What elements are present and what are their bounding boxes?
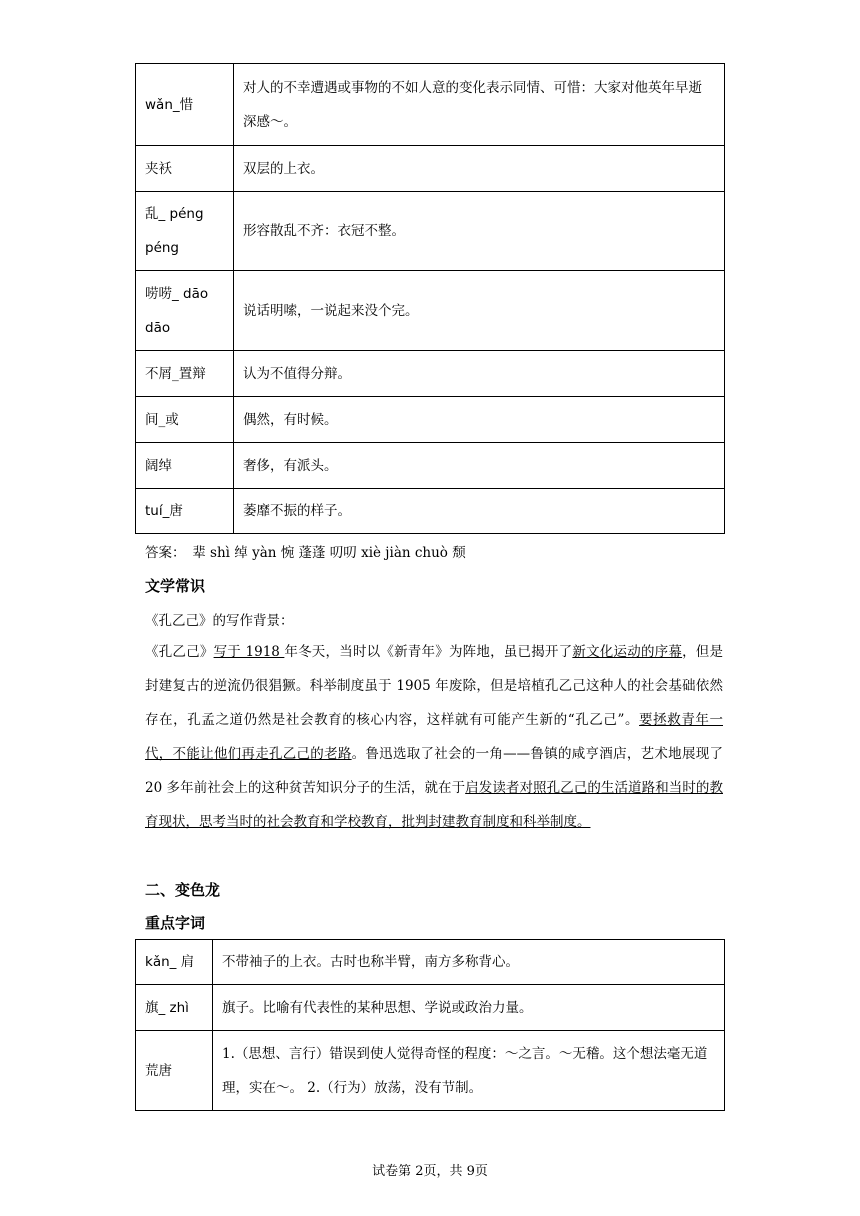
background-paragraph	[145, 635, 723, 839]
table-row	[136, 940, 725, 985]
table-row	[136, 397, 725, 443]
definition-cell: 奢侈，有派头。	[234, 443, 725, 489]
term-cell: 阔绰	[136, 443, 234, 489]
definition-cell: 形容散乱不齐：衣冠不整。	[234, 192, 725, 271]
section-heading-chameleon: 二、变色龙	[145, 881, 221, 899]
definition-cell: 说话明嗦，一说起来没个完。	[234, 271, 725, 351]
term-cell: 乱_ péng péng	[136, 192, 234, 271]
definition-cell: 萎靡不振的样子。	[234, 489, 725, 534]
underlined-segment: 要拯救青年一代，不能让他们再走孔乙己的老路	[145, 712, 723, 762]
text-segment: 。鲁迅选取了社会的一角——鲁镇的咸亨酒店，艺术地展现了 20 多年前社会上的这种贫苦知识分子的生活，就在于	[145, 746, 723, 796]
background-title: 《孔乙己》的写作背景：	[145, 613, 294, 629]
answer-line: 答案： 辈 shì 绰 yàn 惋 蓬蓬 叨叨 xiè jiàn chuò 颓	[145, 545, 466, 561]
term-cell: 荒唐	[136, 1031, 213, 1111]
text-segment: ，但是封建复古的逆流仍很猖獗。科举制度虽于 1905 年废除，但是培植孔乙己这种人的社会基础依然存在，孔孟之道仍然是社会教育的核心内容，这样就有可能产生新的“孔乙己”。	[145, 644, 724, 728]
definition-cell: 旗子。比喻有代表性的某种思想、学说或政治力量。	[213, 985, 725, 1031]
table-row	[136, 192, 725, 271]
table-row	[136, 985, 725, 1031]
text-segment: 《孔乙己》	[145, 644, 214, 660]
underlined-segment: 启发读者对照孔乙己的生活道路和当时的教育现状，思考当时的社会教育和学校教育，批判封建教育制度和科举制度。	[145, 780, 723, 830]
table-row	[136, 146, 725, 192]
term-cell: 夹袄	[136, 146, 234, 192]
term-cell: 不屑_置辩	[136, 351, 234, 397]
table-row	[136, 489, 725, 534]
underlined-segment: 新文化运动的序幕	[572, 644, 683, 660]
text-segment: 年冬天，当时以《新青年》为阵地，虽已揭开了	[284, 644, 573, 660]
table-row	[136, 271, 725, 351]
vocab-table-kongyiji	[135, 63, 725, 534]
definition-cell: 1.（思想、言行）错误到使人觉得奇怪的程度：～之言。～无稽。这个想法毫无道理，实在～。 2.（行为）放荡，没有节制。	[213, 1031, 725, 1111]
page-footer: 试卷第 2页，共 9页	[372, 1164, 488, 1179]
table-row	[136, 1031, 725, 1111]
definition-cell: 对人的不幸遭遇或事物的不如人意的变化表示同情、可惜：大家对他英年早逝深感～。	[234, 64, 725, 146]
table-row	[136, 351, 725, 397]
definition-cell: 双层的上衣。	[234, 146, 725, 192]
table-row	[136, 443, 725, 489]
term-cell: tuí_唐	[136, 489, 234, 534]
definition-cell: 认为不值得分辩。	[234, 351, 725, 397]
definition-cell: 偶然，有时候。	[234, 397, 725, 443]
term-cell: 间_或	[136, 397, 234, 443]
term-cell: 唠唠_ dāo dāo	[136, 271, 234, 351]
vocab-table-chameleon	[135, 939, 725, 1111]
section-heading-literature: 文学常识	[145, 577, 206, 595]
term-cell: 旗_ zhì	[136, 985, 213, 1031]
definition-cell: 不带袖子的上衣。古时也称半臂，南方多称背心。	[213, 940, 725, 985]
table-row	[136, 64, 725, 146]
underlined-segment: 写于 1918	[213, 644, 285, 660]
term-cell: kǎn_ 肩	[136, 940, 213, 985]
subsection-heading-key-words: 重点字词	[145, 914, 206, 932]
term-cell: wǎn_惜	[136, 64, 234, 146]
